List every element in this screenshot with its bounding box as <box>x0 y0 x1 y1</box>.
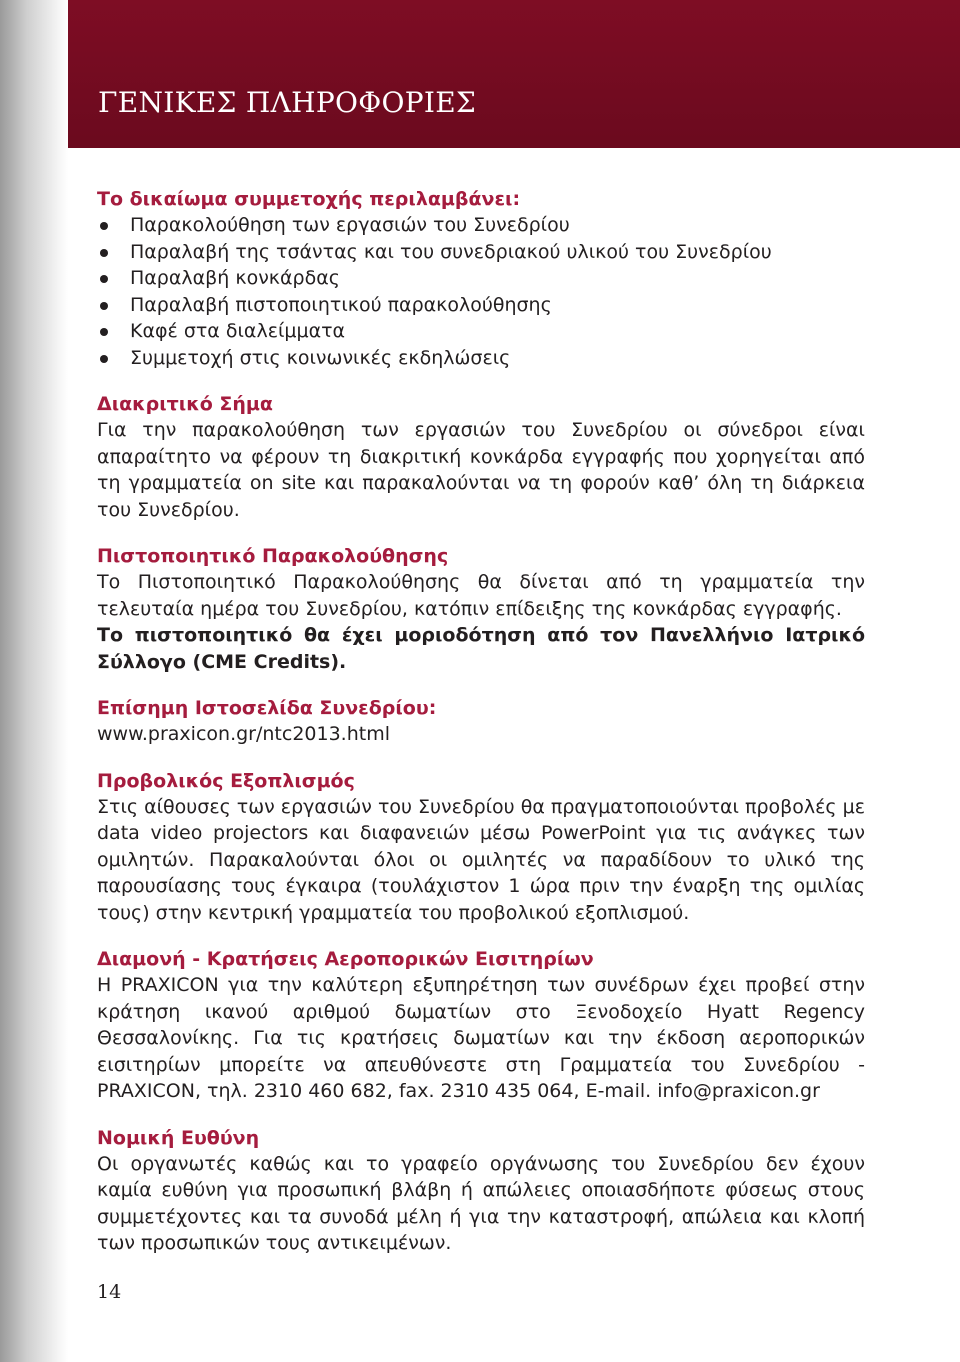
liability-heading: Νομική Ευθύνη <box>97 1126 260 1149</box>
projection-text: Στις αίθουσες των εργασιών του Συνεδρίου θα πραγματοποιούνται προβολές με data video projectors και διαφανειών μέσω PowerPoint για τις ανάγκες των ομιλητών. Παρακαλούνται όλοι οι ομιλητές να παραδίδουν το υλικό της παρουσίασης τους έγκαιρα (τουλάχιστον 1 ώρα πριν την έναρξη της ομιλίας τους) στην κεντρική γραμματεία του προβολικού εξοπλισμού. <box>97 795 865 924</box>
participation-heading: Το δικαίωμα συμμετοχής περιλαμβάνει: <box>97 188 521 210</box>
main-content <box>97 186 865 1277</box>
certificate-text: Το Πιστοποιητικό Παρακολούθησης θα δίνεται από τη γραμματεία την τελευταία ημέρα του Συνεδρίου, κατόπιν επίδειξης της κονκάρδας εγγραφής. <box>97 571 865 620</box>
bullet-icon <box>100 355 108 363</box>
bullet-icon <box>100 275 108 283</box>
section-accommodation <box>97 946 865 1105</box>
section-projection <box>97 768 865 927</box>
list-item: Παραλαβή κονκάρδας <box>97 265 865 292</box>
list-item: Παραλαβή πιστοποιητικού παρακολούθησης <box>97 292 865 319</box>
section-certificate <box>97 543 865 675</box>
list-item: Καφέ στα διαλείμματα <box>97 318 865 345</box>
certificate-heading: Πιστοποιητικό Παρακολούθησης <box>97 545 449 567</box>
section-badge <box>97 391 865 523</box>
badge-text: Για την παρακολούθηση των εργασιών του Συνεδρίου οι σύνεδροι είναι απαραίτητο να φέρουν τη διακριτική κονκάρδα εγγραφής που χορηγείται από τη γραμματεία on site και παρακαλούνται να τη φορούν καθ’ όλη τη διάρκεια του Συνεδρίου. <box>97 419 865 521</box>
header-banner <box>68 0 960 148</box>
bullet-icon <box>100 328 108 336</box>
certificate-cme-note: Το πιστοποιητικό θα έχει μοριοδότηση από τον Πανελλήνιο Ιατρικό Σύλλογο (CME Credits). <box>97 624 865 673</box>
participation-list <box>97 212 865 371</box>
section-liability <box>97 1125 865 1257</box>
bullet-icon <box>100 222 108 230</box>
badge-heading: Διακριτικό Σήμα <box>97 393 273 415</box>
liability-text: Οι οργανωτές καθώς και το γραφείο οργάνωσης του Συνεδρίου δεν έχουν καμία ευθύνη για προσωπική βλάβη ή απώλειες οποιασδήποτε φύσεως στους συμμετέχοντες και τα συνοδά μέλη ή για την καταστροφή, απώλεια και κλοπή των προσωπικών τους αντικειμένων. <box>97 1152 865 1254</box>
side-shade-decoration <box>0 0 68 1362</box>
section-participation <box>97 186 865 371</box>
bullet-icon <box>100 249 108 257</box>
list-item: Συμμετοχή στις κοινωνικές εκδηλώσεις <box>97 345 865 372</box>
list-item: Παρακολούθηση των εργασιών του Συνεδρίου <box>97 212 865 239</box>
projection-heading: Προβολικός Εξοπλισμός <box>97 769 355 792</box>
website-heading: Επίσημη Ιστοσελίδα Συνεδρίου: <box>97 697 437 719</box>
accommodation-heading: Διαμονή - Κρατήσεις Αεροπορικών Εισιτηρίων <box>97 948 594 970</box>
bullet-icon <box>100 302 108 310</box>
page-title: ΓΕΝΙΚΕΣ ΠΛΗΡΟΦΟΡΙΕΣ <box>98 86 477 119</box>
list-item: Παραλαβή της τσάντας και του συνεδριακού υλικού του Συνεδρίου <box>97 239 865 266</box>
page-number: 14 <box>97 1281 122 1303</box>
accommodation-text: Η PRAXICON για την καλύτερη εξυπηρέτηση των συνέδρων έχει προβεί στην κράτηση ικανού αριθμού δωματίων στο Ξενοδοχείο Hyatt Regency Θεσσαλονίκης. Για τις κρατήσεις δωματίων και την έκδοση αεροπορικών εισιτηρίων μπορείτε να απευθύνεστε στη Γραμματεία του Συνεδρίου - PRAXICON, τηλ. 2310 460 682, fax. 2310 435 064, E-mail. info@praxicon.gr <box>97 974 865 1102</box>
website-link[interactable]: www.praxicon.gr/ntc2013.html <box>97 723 390 745</box>
section-website <box>97 695 865 748</box>
